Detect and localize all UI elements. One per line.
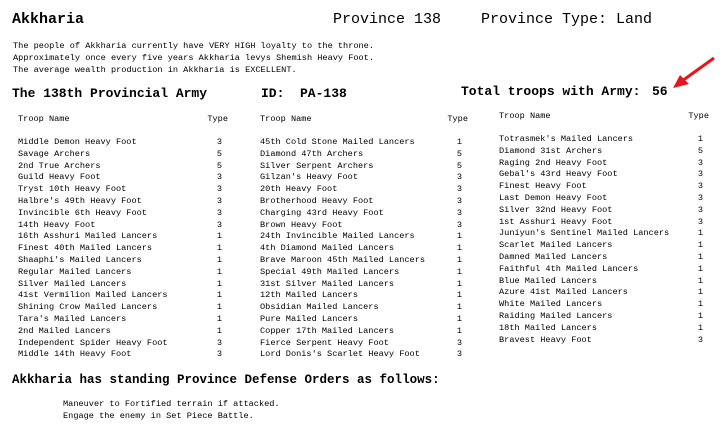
troop-type: 3	[216, 184, 222, 195]
troop-type: 1	[697, 322, 703, 333]
troop-type: 3	[697, 334, 703, 345]
troop-name: Scarlet Mailed Lancers	[499, 240, 613, 251]
army-title: The 138th Provincial Army	[12, 86, 208, 101]
troop-row	[18, 208, 228, 220]
troop-name: Brotherhood Heavy Foot	[260, 195, 374, 206]
troop-type: 1	[216, 302, 222, 313]
province-type: Province Type: Land	[481, 11, 653, 28]
army-total-label: Total troops with Army:	[461, 84, 641, 99]
troop-name: Azure 41st Mailed Lancers	[499, 287, 628, 298]
troop-type: 1	[697, 275, 703, 286]
troop-type: 1	[456, 302, 462, 313]
troop-type: 3	[456, 219, 462, 230]
troop-name: 20th Heavy Foot	[260, 184, 338, 195]
troop-type: 3	[456, 337, 462, 348]
troop-row	[18, 243, 228, 255]
troop-type: 5	[216, 160, 222, 171]
troop-type: 1	[697, 310, 703, 321]
troop-type: 1	[456, 137, 462, 147]
troop-type: 3	[697, 157, 703, 168]
troop-name: 31st Silver Mailed Lancers	[260, 278, 395, 289]
troop-name: Gebal's 43rd Heavy Foot	[499, 169, 618, 180]
army-id-value: PA-138	[300, 86, 347, 101]
troop-type: 1	[456, 290, 462, 301]
troop-type: 3	[697, 216, 703, 227]
troop-type: 3	[216, 137, 222, 147]
troop-name: Totrasmek's Mailed Lancers	[499, 134, 634, 144]
troop-type: 3	[216, 195, 222, 206]
troop-name: Brown Heavy Foot	[260, 219, 343, 230]
troop-type: 1	[456, 254, 462, 265]
troop-row	[499, 134, 709, 146]
troop-name: Shining Crow Mailed Lancers	[18, 302, 158, 313]
troop-row	[260, 196, 468, 208]
troop-row	[260, 279, 468, 291]
troop-type: 1	[697, 287, 703, 298]
type-header: Type	[688, 111, 709, 121]
troop-row	[260, 338, 468, 350]
troop-row	[18, 279, 228, 291]
troop-row	[18, 184, 228, 196]
troop-row	[260, 149, 468, 161]
troop-name: White Mailed Lancers	[499, 299, 603, 310]
troop-type: 1	[697, 134, 703, 144]
troop-row	[499, 205, 709, 217]
troop-name: 16th Asshuri Mailed Lancers	[18, 231, 158, 242]
troop-row	[499, 264, 709, 276]
troop-name: 1st Asshuri Heavy Foot	[499, 216, 613, 227]
orders-list	[63, 399, 280, 423]
troop-name: Special 49th Mailed Lancers	[260, 266, 400, 277]
troop-name: Shaaphi's Mailed Lancers	[18, 254, 142, 265]
troop-name: Raiding Mailed Lancers	[499, 310, 613, 321]
troop-row	[499, 228, 709, 240]
troop-row	[499, 169, 709, 181]
troop-type: 1	[216, 243, 222, 254]
troop-row	[499, 287, 709, 299]
troop-name: Regular Mailed Lancers	[18, 266, 132, 277]
intro-line: The average wealth production in Akkharia is EXCELLENT.	[13, 64, 297, 75]
army-total-value: 56	[652, 84, 668, 99]
troop-name: Charging 43rd Heavy Foot	[260, 207, 384, 218]
troop-type: 1	[216, 325, 222, 336]
troop-type: 1	[456, 325, 462, 336]
troop-name: Silver 32nd Heavy Foot	[499, 204, 613, 215]
troop-row	[18, 220, 228, 232]
troop-name: Silver Mailed Lancers	[18, 278, 127, 289]
troop-name: Middle 14th Heavy Foot	[18, 349, 132, 360]
troop-row	[18, 326, 228, 338]
troop-name: Blue Mailed Lancers	[499, 275, 597, 286]
troop-row	[499, 181, 709, 193]
troop-name: 24th Invincible Mailed Lancers	[260, 231, 415, 242]
troop-type: 3	[456, 184, 462, 195]
troop-row	[260, 290, 468, 302]
troop-row	[499, 311, 709, 323]
troop-type: 1	[216, 254, 222, 265]
troop-type: 1	[456, 231, 462, 242]
troop-row	[260, 137, 468, 149]
troop-type: 3	[456, 349, 462, 360]
troop-name: Last Demon Heavy Foot	[499, 192, 608, 203]
troop-name: 18th Mailed Lancers	[499, 322, 597, 333]
troop-column-2	[260, 114, 468, 361]
troop-row	[499, 276, 709, 288]
troop-type: 3	[456, 195, 462, 206]
troop-row	[499, 335, 709, 347]
troop-type: 5	[697, 145, 703, 156]
troop-type: 3	[697, 192, 703, 203]
province-number: Province 138	[333, 11, 442, 28]
troop-type: 1	[216, 290, 222, 301]
troop-row	[499, 252, 709, 264]
troop-row	[18, 267, 228, 279]
troop-type: 3	[697, 181, 703, 192]
troop-row	[260, 231, 468, 243]
troop-type: 3	[216, 172, 222, 183]
troop-name: Tryst 10th Heavy Foot	[18, 184, 127, 195]
troop-row	[18, 161, 228, 173]
troop-row	[499, 217, 709, 229]
troop-row	[260, 267, 468, 279]
troop-row	[260, 172, 468, 184]
troop-row	[499, 323, 709, 335]
troop-row	[499, 193, 709, 205]
troop-row	[260, 349, 468, 361]
troop-row	[260, 220, 468, 232]
intro-line: The people of Akkharia currently have VERY HIGH loyalty to the throne.	[13, 41, 374, 51]
troop-name: 45th Cold Stone Mailed Lancers	[260, 137, 415, 147]
troop-name: Diamond 47th Archers	[260, 148, 364, 159]
troop-row	[499, 299, 709, 311]
troop-type: 3	[697, 169, 703, 180]
intro-text	[13, 41, 374, 76]
troop-row	[18, 196, 228, 208]
troop-row	[260, 255, 468, 267]
type-header: Type	[447, 114, 468, 124]
troop-name: 4th Diamond Mailed Lancers	[260, 243, 395, 254]
troop-name: 2nd True Archers	[18, 160, 101, 171]
troop-name: Middle Demon Heavy Foot	[18, 137, 137, 147]
troop-row	[260, 184, 468, 196]
troop-type: 1	[216, 313, 222, 324]
troop-type: 1	[697, 251, 703, 262]
troop-type: 5	[456, 148, 462, 159]
troop-type: 3	[216, 349, 222, 360]
troop-row	[18, 290, 228, 302]
troop-name: Silver Serpent Archers	[260, 160, 374, 171]
troop-column-3	[499, 111, 709, 346]
troop-type: 1	[697, 299, 703, 310]
troop-type: 5	[216, 148, 222, 159]
troop-type: 1	[216, 266, 222, 277]
column-header	[18, 114, 228, 126]
troop-row	[18, 149, 228, 161]
troop-row	[18, 255, 228, 267]
red-arrow-icon	[670, 55, 718, 91]
troop-row	[499, 240, 709, 252]
troop-row	[18, 338, 228, 350]
troop-name-header: Troop Name	[499, 111, 551, 121]
troop-row	[18, 231, 228, 243]
troop-type: 1	[697, 263, 703, 274]
army-id-label: ID:	[261, 86, 285, 101]
troop-row	[260, 208, 468, 220]
troop-row	[18, 314, 228, 326]
troop-name: Fierce Serpent Heavy Foot	[260, 337, 389, 348]
troop-type: 1	[456, 313, 462, 324]
troop-type: 1	[456, 243, 462, 254]
orders-title: Akkharia has standing Province Defense Orders as follows:	[12, 373, 440, 387]
column-header	[499, 111, 709, 123]
troop-type: 1	[697, 240, 703, 251]
troop-type: 3	[216, 219, 222, 230]
troop-name: Invincible 6th Heavy Foot	[18, 207, 147, 218]
troop-name: Obsidian Mailed Lancers	[260, 302, 379, 313]
troop-name: 41st Vermilion Mailed Lancers	[18, 290, 168, 301]
troop-type: 1	[697, 228, 703, 239]
order-line: Maneuver to Fortified terrain if attacked.	[63, 399, 280, 409]
troop-type: 1	[456, 266, 462, 277]
troop-type: 3	[697, 204, 703, 215]
troop-row	[18, 172, 228, 184]
troop-name: Raging 2nd Heavy Foot	[499, 157, 608, 168]
troop-name: Damned Mailed Lancers	[499, 251, 608, 262]
troop-name: Tara's Mailed Lancers	[18, 313, 127, 324]
troop-row	[260, 243, 468, 255]
troop-type: 3	[216, 207, 222, 218]
troop-row	[499, 146, 709, 158]
troop-type: 3	[456, 172, 462, 183]
troop-name: Finest Heavy Foot	[499, 181, 587, 192]
troop-name: Gilzan's Heavy Foot	[260, 172, 358, 183]
troop-row	[18, 137, 228, 149]
troop-name-header: Troop Name	[18, 114, 70, 124]
troop-name: Faithful 4th Mailed Lancers	[499, 263, 639, 274]
troop-row	[260, 302, 468, 314]
troop-name: 12th Mailed Lancers	[260, 290, 358, 301]
troop-type: 3	[216, 337, 222, 348]
troop-name-header: Troop Name	[260, 114, 312, 124]
troop-name: Juniyun's Sentinel Mailed Lancers	[499, 228, 670, 239]
troop-row	[18, 302, 228, 314]
troop-type: 3	[456, 207, 462, 218]
column-header	[260, 114, 468, 126]
troop-column-1	[18, 114, 228, 361]
troop-name: Guild Heavy Foot	[18, 172, 101, 183]
troop-row	[260, 314, 468, 326]
troop-type: 1	[216, 231, 222, 242]
troop-name: 14th Heavy Foot	[18, 219, 96, 230]
troop-row	[260, 326, 468, 338]
province-name: Akkharia	[12, 11, 85, 28]
troop-name: Pure Mailed Lancers	[260, 313, 358, 324]
troop-name: Halbre's 49th Heavy Foot	[18, 195, 142, 206]
troop-name: Savage Archers	[18, 148, 91, 159]
intro-line: Approximately once every five years Akkharia levys Shemish Heavy Foot.	[13, 52, 374, 63]
order-line: Engage the enemy in Set Piece Battle.	[63, 410, 254, 421]
troop-name: Independent Spider Heavy Foot	[18, 337, 168, 348]
troop-row	[18, 349, 228, 361]
troop-name: Finest 40th Mailed Lancers	[18, 243, 153, 254]
troop-name: 2nd Mailed Lancers	[18, 325, 111, 336]
troop-name: Copper 17th Mailed Lancers	[260, 325, 395, 336]
troop-type: 1	[216, 278, 222, 289]
troop-name: Bravest Heavy Foot	[499, 334, 592, 345]
troop-type: 1	[456, 278, 462, 289]
troop-name: Diamond 31st Archers	[499, 145, 603, 156]
troop-name: Lord Donis's Scarlet Heavy Foot	[260, 349, 420, 360]
type-header: Type	[207, 114, 228, 124]
troop-name: Brave Maroon 45th Mailed Lancers	[260, 254, 426, 265]
troop-row	[260, 161, 468, 173]
troop-type: 5	[456, 160, 462, 171]
troop-row	[499, 158, 709, 170]
